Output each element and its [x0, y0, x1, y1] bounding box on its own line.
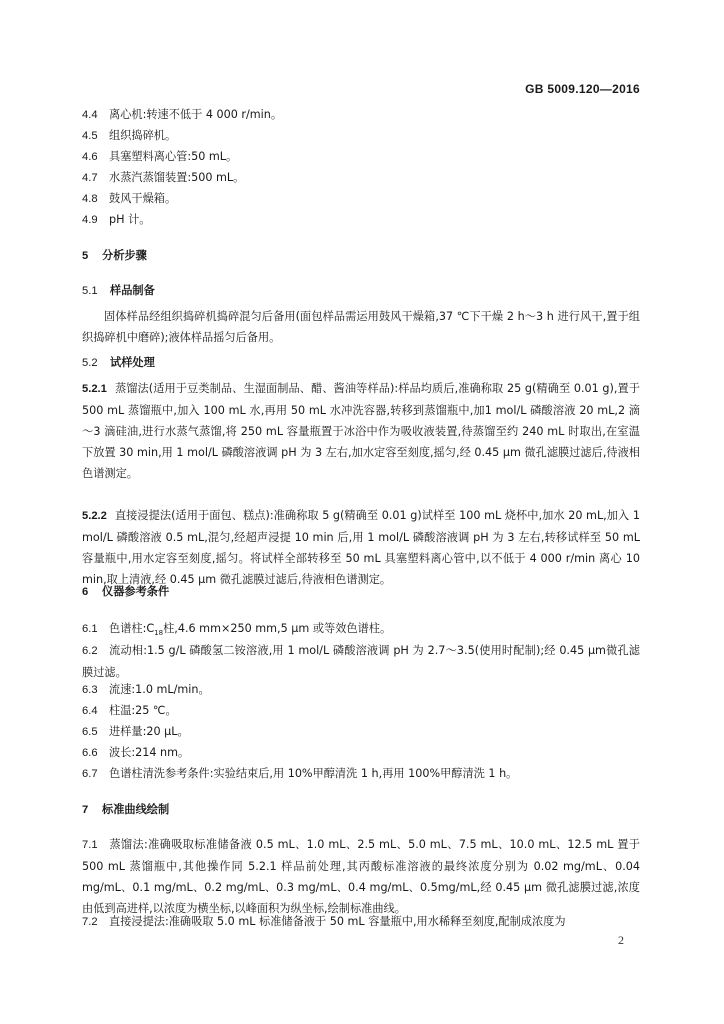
section-heading: 7 标准曲线绘制 [82, 803, 170, 816]
list-item: 6.4 柱温:25 ℃。 [82, 704, 177, 717]
page-number: 2 [618, 933, 624, 947]
paragraph: 固体样品经组织捣碎机捣碎混匀后备用(面包样品需运用鼓风干燥箱,37 ℃下干燥 2 h～3 h 进行风干,置于组织捣碎机中磨碎);液体样品摇匀后备用。 [82, 310, 640, 344]
subsection-heading: 5.1 样品制备 [82, 284, 155, 297]
section-heading: 5 分析步骤 [82, 249, 147, 262]
list-item: 6.1 色谱柱$:C_{18}$柱,4.6 mm×250 mm,5 μm 或等效色谱柱。 [82, 622, 392, 638]
standard-number-header: GB 5009.120—2016 [525, 82, 640, 96]
paragraph: 5.2.2 直接浸提法(适用于面包、糕点):准确称取 5 g(精确至 0.01 g)试样至 100 mL 烧杯中,加水 20 mL,加入 1 mol/L 磷酸溶液 0.5 mL,混匀,经超声浸提 10 min 后,用 1 mol/L 磷酸溶液调 pH 为 3 左右,转移试样至 50 mL 容量瓶中,用水定容至刻度,摇匀。将试样全部转移至 50 mL 具塞塑料离心管中,以不低于 4 000 r/min 离心 10 min,取上清液,经 0.45 μm 微孔滤膜过滤后,待液相色谱测定。 [82, 509, 640, 586]
list-item: 4.4 离心机:转速不低于 4 000 r/min。 [82, 108, 283, 121]
list-item: 4.9 pH 计。 [82, 213, 151, 226]
list-item: 6.3 流速:1.0 mL/min。 [82, 683, 210, 696]
paragraph: 6.2 流动相:1.5 g/L 磷酸氢二铵溶液,用 1 mol/L 磷酸溶液调 pH 为 2.7～3.5(使用时配制);经 0.45 μm微孔滤膜过滤。 [82, 644, 640, 679]
list-item: 6.7 色谱柱清洗参考条件:实验结束后,用 10%甲醇清洗 1 h,再用 100%甲醇清洗 1 h。 [82, 767, 518, 780]
subsection-heading: 5.2 试样处理 [82, 356, 155, 369]
paragraph: 7.2 直接浸提法:准确吸取 5.0 mL 标准储备液于 50 mL 容量瓶中,用水稀释至刻度,配制成浓度为 [82, 915, 566, 928]
section-heading: 6 仪器参考条件 [82, 585, 170, 598]
list-item: 6.5 进样量:20 μL。 [82, 725, 189, 738]
list-item: 6.6 波长:214 nm。 [82, 746, 190, 759]
list-item: 4.7 水蒸汽蒸馏装置:500 mL。 [82, 171, 245, 184]
list-item: 4.8 鼓风干燥箱。 [82, 192, 177, 205]
list-item: 4.5 组织捣碎机。 [82, 129, 177, 142]
paragraph: 7.1 蒸馏法:准确吸取标准储备液 0.5 mL、1.0 mL、2.5 mL、5.0 mL、7.5 mL、10.0 mL、12.5 mL 置于 500 mL 蒸馏瓶中,其他操作同 5.2.1 样品前处理,其丙酸标准溶液的最终浓度分别为 0.02 mg/mL、0.04 mg/mL、0.1 mg/mL、0.2 mg/mL、0.3 mg/mL、0.4 mg/mL、0.5mg/mL,经 0.45 μm 微孔滤膜过滤,浓度由低到高进样,以浓度为横坐标,以峰面积为纵坐标,绘制标准曲线。 [82, 838, 640, 915]
paragraph: 5.2.1 蒸馏法(适用于豆类制品、生湿面制品、醋、酱油等样品):样品均质后,准确称取 25 g(精确至 0.01 g),置于 500 mL 蒸馏瓶中,加入 100 mL 水,再用 50 mL 水冲洗容器,转移到蒸馏瓶中,加1 mol/L 磷酸溶液 20 mL,2 滴～3 滴硅油,进行水蒸气蒸馏,将 250 mL 容量瓶置于冰浴中作为吸收液装置,待蒸馏至约 240 mL 时取出,在室温下放置 30 min,用 1 mol/L 磷酸溶液调 pH 为 3 左右,加水定容至刻度,摇匀,经 0.45 μm 微孔滤膜过滤后,待液相色谱测定。 [82, 382, 640, 480]
list-item: 4.6 具塞塑料离心管:50 mL。 [82, 150, 238, 163]
